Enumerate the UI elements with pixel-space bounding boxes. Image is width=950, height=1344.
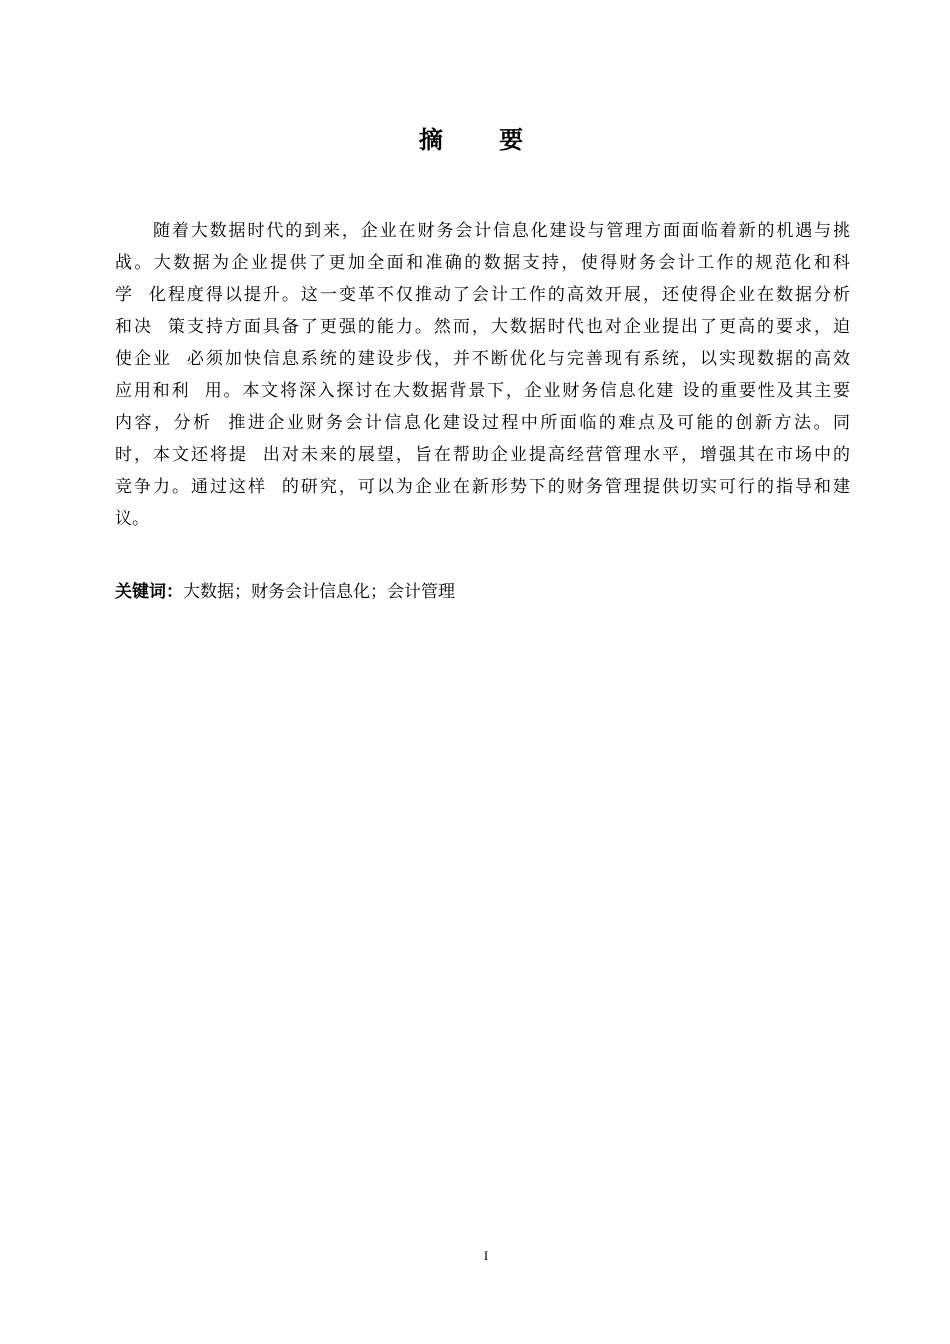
page-number: I: [483, 1248, 489, 1263]
abstract-line: 学 化程度得以提升。这一变革不仅推动了会计工作的高效开展，还使得企业在数据分析: [115, 285, 850, 305]
keywords-value: 大数据；财务会计信息化；会计管理: [183, 582, 455, 602]
abstract-line: 和决 策支持方面具备了更强的能力。然而，大数据时代也对企业提出了更高的要求，迫: [115, 317, 850, 337]
abstract-line: 应用和利 用。本文将深入探讨在大数据背景下，企业财务信息化建 设的重要性及其主要: [115, 381, 850, 401]
abstract-line: 使企业 必须加快信息系统的建设步伐，并不断优化与完善现有系统，以实现数据的高效: [115, 349, 850, 369]
abstract-body: [115, 218, 850, 538]
abstract-line: 时，本文还将提 出对未来的展望，旨在帮助企业提高经营管理水平，增强其在市场中的: [115, 445, 850, 465]
abstract-line: 议。: [115, 509, 149, 529]
keywords: [115, 580, 455, 604]
abstract-line: 竞争力。通过这样 的研究，可以为企业在新形势下的财务管理提供切实可行的指导和建: [115, 477, 850, 497]
abstract-line: 内容，分析 推进企业财务会计信息化建设过程中所面临的难点及可能的创新方法。同: [115, 413, 850, 433]
abstract-line: 随着大数据时代的到来，企业在财务会计信息化建设与管理方面面临着新的机遇与挑: [153, 221, 850, 241]
abstract-title: 摘 要: [418, 126, 548, 154]
keywords-label: 关键词：: [115, 582, 183, 602]
abstract-line: 战。大数据为企业提供了更加全面和准确的数据支持，使得财务会计工作的规范化和科: [115, 253, 850, 273]
